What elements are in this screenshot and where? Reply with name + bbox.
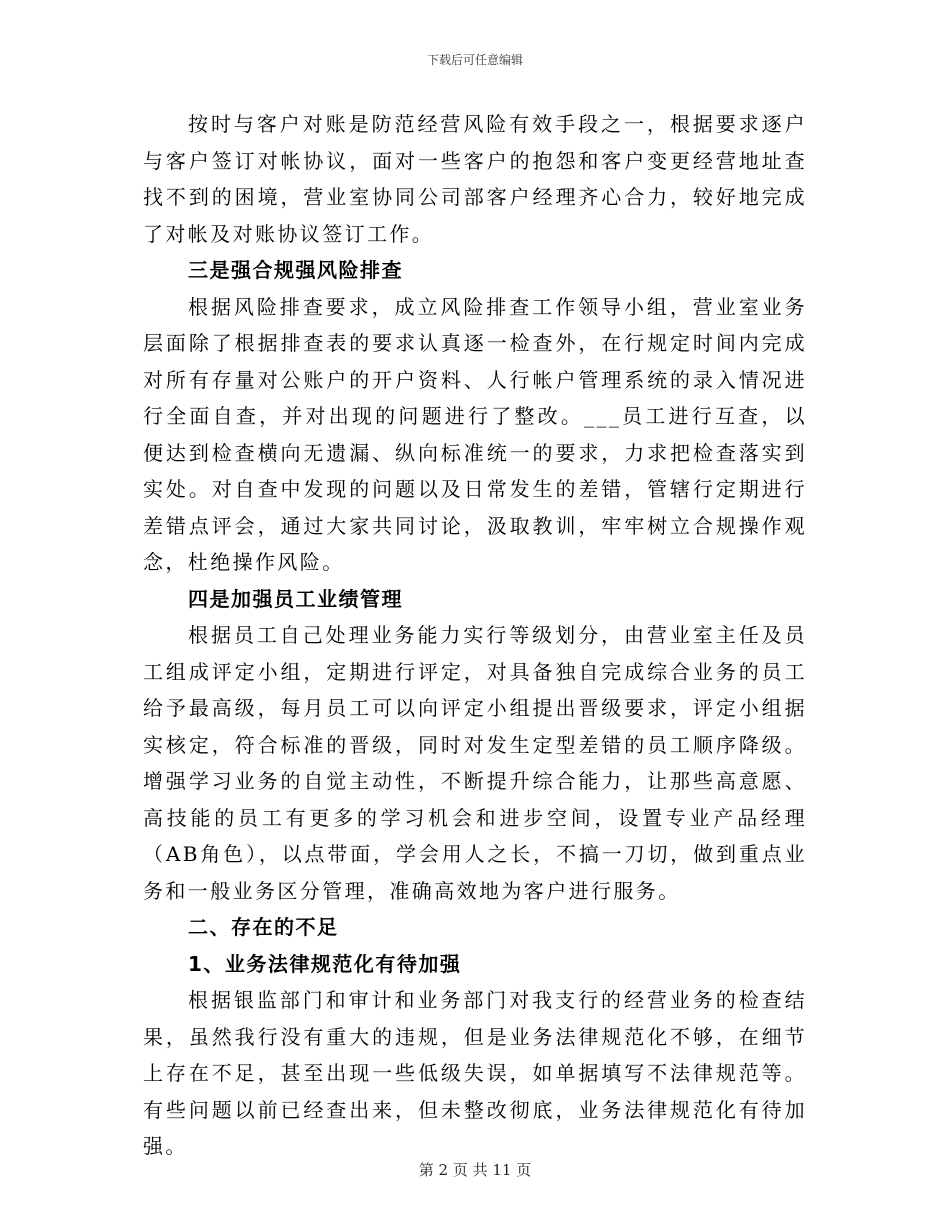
paragraph-account-reconciliation: 按时与客户对账是防范经营风险有效手段之一，根据要求逐户与客户签订对帐协议，面对一些客户的抱怨和客户变更经营地址查找不到的困境，营业室协同公司部客户经理齐心合力，较好地完成了对帐及对账协议签订工作。 — [143, 112, 807, 246]
page-header: 下载后可任意编辑 — [426, 53, 523, 67]
paragraph-risk-inspection: 根据风险排查要求，成立风险排查工作领导小组，营业室业务层面除了根据排查表的要求认真逐一检查外，在行规定时间内完成对所有存量对公账户的开户资料、人行帐户管理系统的录入情况进行全面自查，并对出现的问题进行了整改。___员工进行互查，以便达到检查横向无遗漏、纵向标准统一的要求，力求把检查落实到实处。对自查中发现的问题以及日常发生的差错，管辖行定期进行差错点评会，通过大家共同讨论，汲取教训，牢牢树立合规操作观念，杜绝操作风险。 — [143, 294, 807, 574]
section-heading-compliance: 三是强合规强风险排查 — [188, 258, 403, 282]
paragraph-audit-results: 根据银监部门和审计和业务部门对我支行的经营业务的检查结果，虽然我行没有重大的违规，但是业务法律规范化不够，在细节上存在不足，甚至出现一些低级失误，如单据填写不法律规范等。有些问题以前已经查出来，但未整改彻底，业务法律规范化有待加强。 — [143, 988, 807, 1158]
document-body — [143, 106, 807, 1165]
section-heading-performance: 四是加强员工业绩管理 — [188, 586, 403, 611]
paragraph-staff-grading: 根据员工自己处理业务能力实行等级划分，由营业室主任及员工组成评定小组，定期进行评定，对具备独自完成综合业务的员工给予最高级，每月员工可以向评定小组提出晋级要求，评定小组据实核定，符合标准的晋级，同时对发生定型差错的员工顺序降级。增强学习业务的自觉主动性，不断提升综合能力，让那些高意愿、高技能的员工有更多的学习机会和进步空间，设置专业产品经理（AB角色），以点带面，学会用人之长，不搞一刀切，做到重点业务和一般业务区分管理，准确高效地为客户进行服务。 — [143, 623, 807, 903]
page-number: 第 2 页 共 11 页 — [418, 1161, 532, 1179]
subsection-heading-legal-standardization: 1、业务法律规范化有待加强 — [188, 951, 462, 976]
section-heading-shortcomings: 二、存在的不足 — [188, 915, 339, 939]
